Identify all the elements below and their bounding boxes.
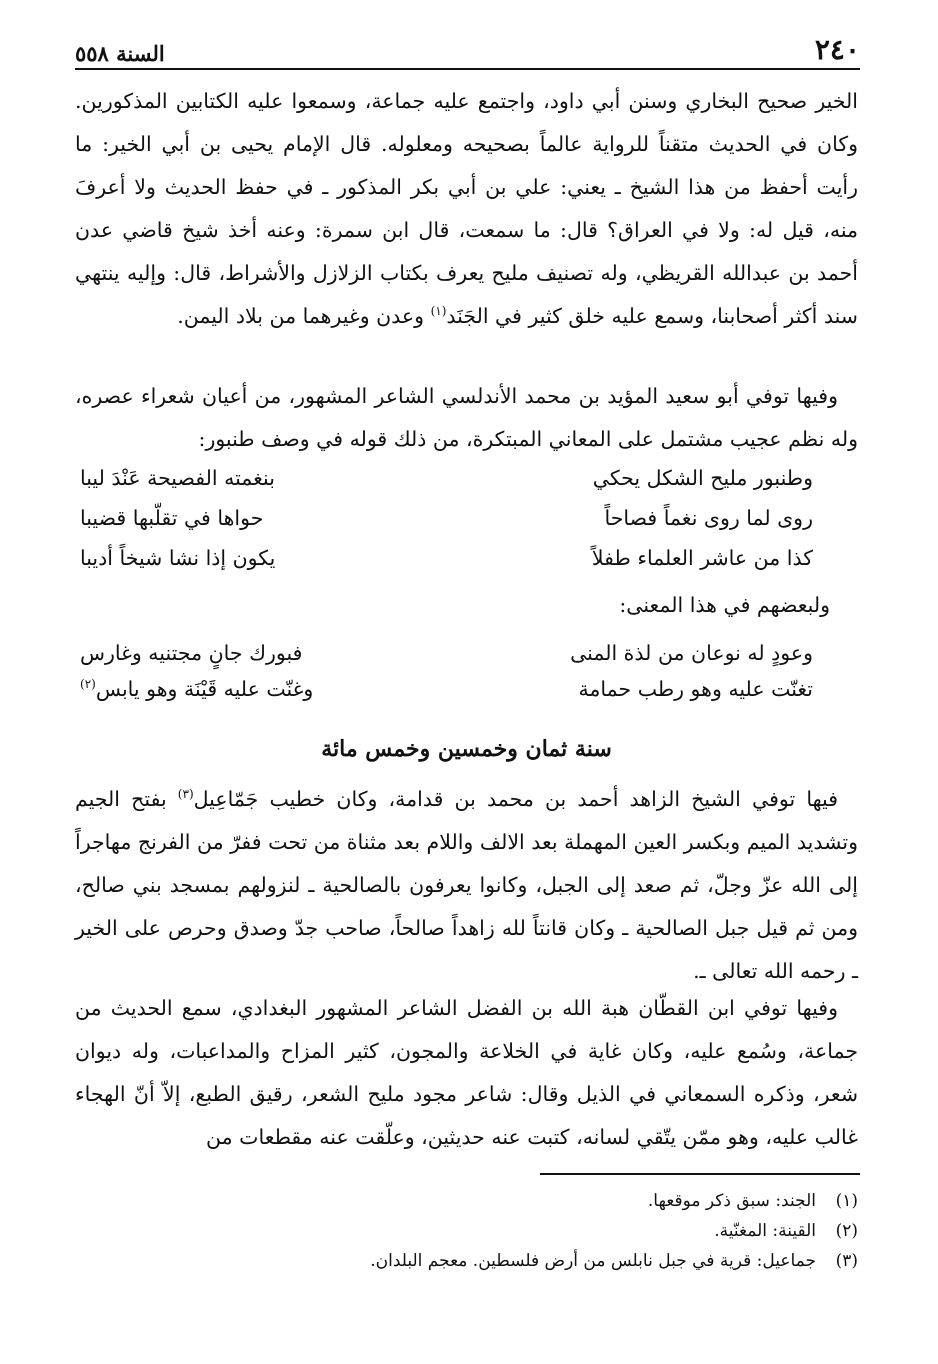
paragraph-1-text: الخير صحيح البخاري وسنن أبي داود، واجتمع عليه جماعة، وسمعوا عليه الكتابين المذكورين. وكان في الحديث متقناً للرواية عالماً بصحيحه ومعلوله. قال الإمام يحيى بن أبي الخير: ما رأيت أحفظ من هذا الشيخ ـ يعني: علي بن أبي بكر المذكور ـ في حفظ الحديث ولا أعرفَ منه، قيل له: ولا في العراق؟ قال: ما سمعت، قال ابن سمرة: وعنه أخذ شيخ قاضي عدن أحمد بن عبدالله القريظي، وله تصنيف مليح يعرف بكتاب الزلازل والأشراط، قال: وإليه ينتهي سند أكثر أصحابنا، وسمع عليه خلق كثير في الجَنَد bbox=[75, 89, 858, 328]
verse-hemistich: كذا من عاشر العلماء طفلاً bbox=[591, 546, 813, 570]
footnote-number: (٢) bbox=[835, 1221, 858, 1241]
verse-hemistich bbox=[80, 669, 313, 709]
footnote-text: جماعيل: قرية في جبل نابلس من أرض فلسطين. معجم البلدان. bbox=[370, 1251, 816, 1271]
footnote-number: (٣) bbox=[835, 1251, 858, 1271]
footnote-number: (١) bbox=[835, 1191, 858, 1211]
footnote-text: القينة: المغنّية. bbox=[714, 1221, 816, 1241]
footnote-ref-2[interactable]: (٢) bbox=[80, 677, 96, 692]
footnote-text: الجند: سبق ذكر موقعها. bbox=[647, 1191, 816, 1211]
paragraph-3 bbox=[75, 778, 858, 993]
paragraph-3-tail: بفتح الجيم وتشديد الميم وبكسر العين المهملة بعد الالف واللام بعد مثناة من تحت ففرّ من الفرنج مهاجراً إلى الله عزّ وجلّ، ثم صعد إلى الجبل، وكانوا يعرفون بالصالحية ـ لنزولهم بمسجد بني صالح، ومن ثم قيل جبل الصالحية ـ وكان قانتاً لله زاهداً صالحاً، صاحب جدّ وصدق وحرص على الخير ـ رحمه الله تعالى ـ. bbox=[75, 787, 858, 983]
verse-hemistich: وعودٍ له نوعان من لذة المنى bbox=[570, 641, 813, 665]
footnote-item bbox=[75, 1216, 858, 1246]
paragraph-3-text: فيها توفي الشيخ الزاهد أحمد بن محمد بن قدامة، وكان خطيب جَمّاعِيل bbox=[193, 787, 838, 811]
footnote-item bbox=[75, 1246, 858, 1276]
verse-hemistich: وطنبور مليح الشكل يحكي bbox=[592, 466, 813, 490]
paragraph-2 bbox=[75, 375, 858, 461]
poem-2-intro: ولبعضهم في هذا المعنى: bbox=[619, 593, 830, 617]
verse-hemistich-text: وغنّت عليه قَيْنَة وهو يابس bbox=[95, 677, 314, 701]
footnote-ref-1[interactable]: (١) bbox=[430, 304, 447, 319]
footnote-item bbox=[75, 1186, 858, 1216]
paragraph-4-text: وفيها توفي ابن القطّان هبة الله بن الفضل الشاعر المشهور البغدادي، سمع الحديث من جماعة، وسُمع عليه، وكان غاية في الخلاعة والمجون، كثير المزاح والمداعبات، وله ديوان شعر، وذكره السمعاني في الذيل وقال: شاعر مجود مليح الشعر، رقيق الطبع، إلاّ أنّ الهجاء غالب عليه، وهو ممّن يتّقي لسانه، كتبت عنه حديثين، وعلّقت عنه مقطعات من bbox=[75, 996, 858, 1149]
running-year-title: السنة ٥٥٨ bbox=[75, 41, 165, 66]
verse-hemistich: تغنّت عليه وهو رطب حمامة bbox=[578, 677, 813, 701]
verse-hemistich: حواها في تقلّبها قضيبا bbox=[80, 506, 264, 530]
page-number: ٢٤٠ bbox=[814, 33, 860, 66]
verse-hemistich: روى لما روى نغماً فصاحاً bbox=[604, 506, 813, 530]
page-header bbox=[75, 30, 860, 70]
footnote-ref-3[interactable]: (٣) bbox=[177, 787, 194, 802]
paragraph-2-text: وفيها توفي أبو سعيد المؤيد بن محمد الأندلسي الشاعر المشهور، من أعيان شعراء عصره، وله نظم عجيب مشتمل على المعاني المبتكرة، من ذلك قوله في وصف طنبور: bbox=[75, 384, 858, 451]
paragraph-1 bbox=[75, 80, 858, 338]
paragraph-4 bbox=[75, 987, 858, 1159]
footnotes bbox=[75, 1186, 858, 1276]
paragraph-1-tail: وعدن وغيرهما من بلاد اليمن. bbox=[177, 304, 431, 328]
footnote-divider bbox=[540, 1173, 860, 1175]
verse-hemistich: فبورك جانٍ مجتنيه وغارس bbox=[80, 641, 303, 665]
section-title: سنة ثمان وخمسين وخمس مائة bbox=[321, 736, 612, 762]
verse-hemistich: يكون إذا نشا شيخاً أديبا bbox=[80, 546, 276, 570]
verse-hemistich: بنغمته الفصيحة عَنْدَ ليبا bbox=[80, 466, 275, 490]
